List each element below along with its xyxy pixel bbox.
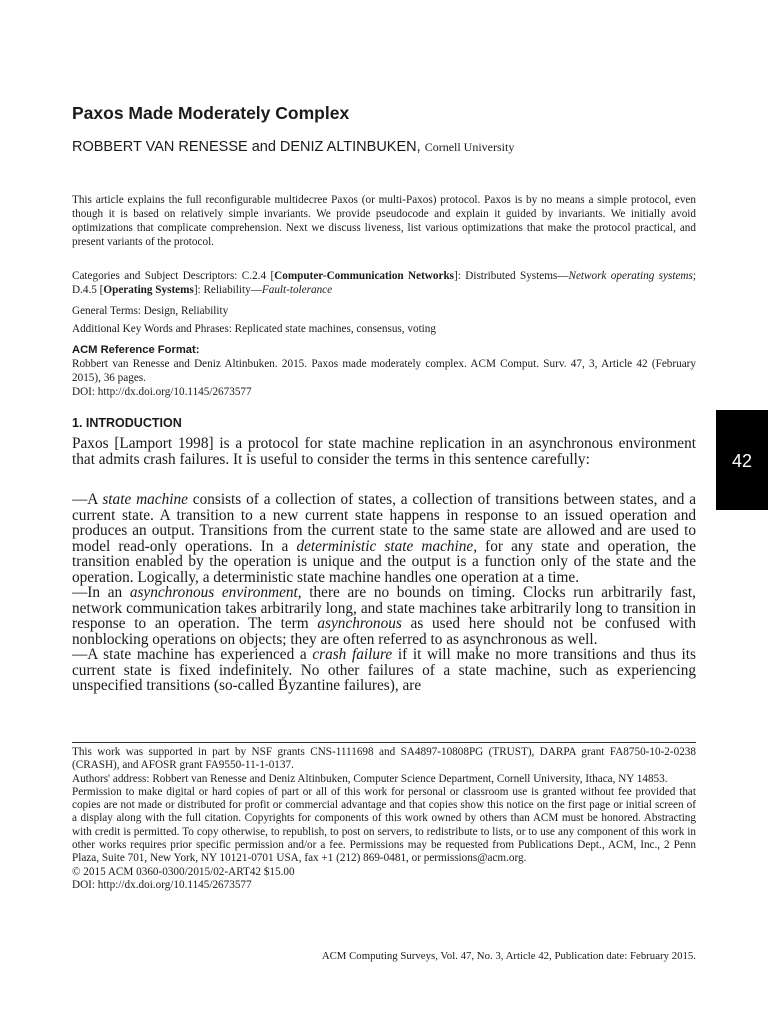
acm-reference [72,343,696,399]
footnote-copyright: © 2015 ACM 0360-0300/2015/02-ART42 $15.00 [72,865,295,878]
item-term: asynchronous environment [129,584,298,601]
categories-part: ]: Distributed Systems— [454,270,569,282]
footnote-permissions: Permission to make digital or hard copies of part or all of this work for personal or classroom use is granted without fee provided that copies are not made or distributed for profit or commercial advantage and that copies show this notice on the first page or initial screen of a display along with the full citation. Copyrights for components of this work owned by others than ACM must be honored. Abstracting with credit is permitted. To copy otherwise, to republish, to post on servers, to redistribute to lists, or to use any component of this work in other works requires prior specific permission and/or a fee. Permissions may be requested from Publications Dept., ACM, Inc., 2 Penn Plaza, Suite 701, New York, NY 10121-0701 USA, fax +1 (212) 869-0481, or permissions@acm.org. [72,785,696,865]
item-text: —A [72,491,103,508]
item-text: —In an [72,584,130,601]
list-item [72,492,696,585]
categories-block [72,269,696,297]
abstract [72,193,696,249]
item-term: state machine [102,491,188,508]
categories-part: ]: Reliability— [193,284,262,296]
paper-title: Paxos Made Moderately Complex [72,103,350,123]
intro-text: Paxos [Lamport 1998] is a protocol for state machine replication in an asynchronous environment that admits crash failures. It is useful to consider the terms in this sentence carefully: [72,435,696,468]
intro-paragraph [72,436,696,467]
acm-reference-doi: DOI: http://dx.doi.org/10.1145/2673577 [72,386,252,398]
article-number-tab [716,410,768,510]
footnote-address: Authors' address: Robbert van Renesse and Deniz Altinbuken, Computer Science Department, Cornell University, Ithaca, NY 14853. [72,772,668,785]
author-affiliation: Cornell University [424,140,515,154]
item-text: —A state machine has experienced a [72,646,313,663]
footnote-doi: DOI: http://dx.doi.org/10.1145/2673577 [72,878,252,891]
list-item [72,585,696,647]
item-text: if it will make no more transitions and thus its current state is fixed indefinitely. No other failures of a state machine, such as experiencing unspecified transitions (so-called Byzantine failures), are [72,646,696,694]
abstract-text: This article explains the full reconfigurable multidecree Paxos (or multi-Paxos) protocol. Paxos is by no means a simple protocol, even though it is based on relatively simple invariants. We provide pseudocode and explain it guided by invariants. We initially avoid optimizations that complicate comprehension. Next we discuss liveness, list various optimizations that make the protocol practical, and present variants of the protocol. [72,194,696,248]
category-bold: Computer-Communication Networks [274,270,455,282]
author-names: ROBBERT VAN RENESSE and DENIZ ALTINBUKEN, [72,139,421,155]
category-italic: Fault-tolerance [261,284,333,296]
acm-reference-heading [72,343,696,357]
general-terms-text: General Terms: Design, Reliability [72,305,229,317]
keywords-text: Additional Key Words and Phrases: Replicated state machines, consensus, voting [72,323,436,335]
footnote-divider [72,742,696,743]
categories-part: Categories and Subject Descriptors: C.2.4 [ [72,270,275,282]
footnotes [72,746,696,892]
item-term: asynchronous [317,615,402,632]
item-term: crash failure [312,646,393,663]
definition-list [72,492,696,694]
categories-text [72,269,696,297]
acm-reference-citation: Robbert van Renesse and Deniz Altinbuken. 2015. Paxos made moderately complex. ACM Comput. Surv. 47, 3, Article 42 (February 2015), 36 pages. [72,358,696,384]
item-text: as used here should not be confused with nonblocking operations on objects; they are often referred to as asynchronous as well. [72,615,696,648]
section-heading: 1. INTRODUCTION [72,416,182,430]
page-footer: ACM Computing Surveys, Vol. 47, No. 3, Article 42, Publication date: February 2015. [321,950,696,962]
general-terms [72,304,696,318]
item-text: consists of a collection of states, a collection of transitions between states, and a current state. A transition to a new current state happens in response to an issued operation and produces an output. Transitions from the current state to the same state are allowed and are used to model read-only operations. In a [72,491,696,555]
category-bold: Operating Systems [103,284,194,296]
category-italic: Network operating systems [568,270,693,282]
article-number: 42 [731,451,753,471]
item-term: deterministic state machine [296,537,474,555]
keywords [72,322,696,336]
author-line [72,139,514,155]
footnote-funding: This work was supported in part by NSF grants CNS-1111698 and SA4897-10808PG (TRUST), DARPA grant FA8750-10-2-0238 (CRASH), and AFOSR grant FA9550-11-1-0137. [72,746,696,772]
item-text: , for any state and operation, the transition enabled by the operation is unique and the output is a function only of the state and the operation. Logically, a deterministic state machine handles one operation at a time. [72,537,696,586]
item-text: , there are no bounds on timing. Clocks run arbitrarily fast, network communication takes arbitrarily long, and state machines take arbitrarily long to transition in response to an operation. The term [72,584,696,632]
list-item [72,647,696,694]
categories-part: ; D.4.5 [ [72,270,696,296]
acm-reference-heading-text: ACM Reference Format: [72,344,200,356]
